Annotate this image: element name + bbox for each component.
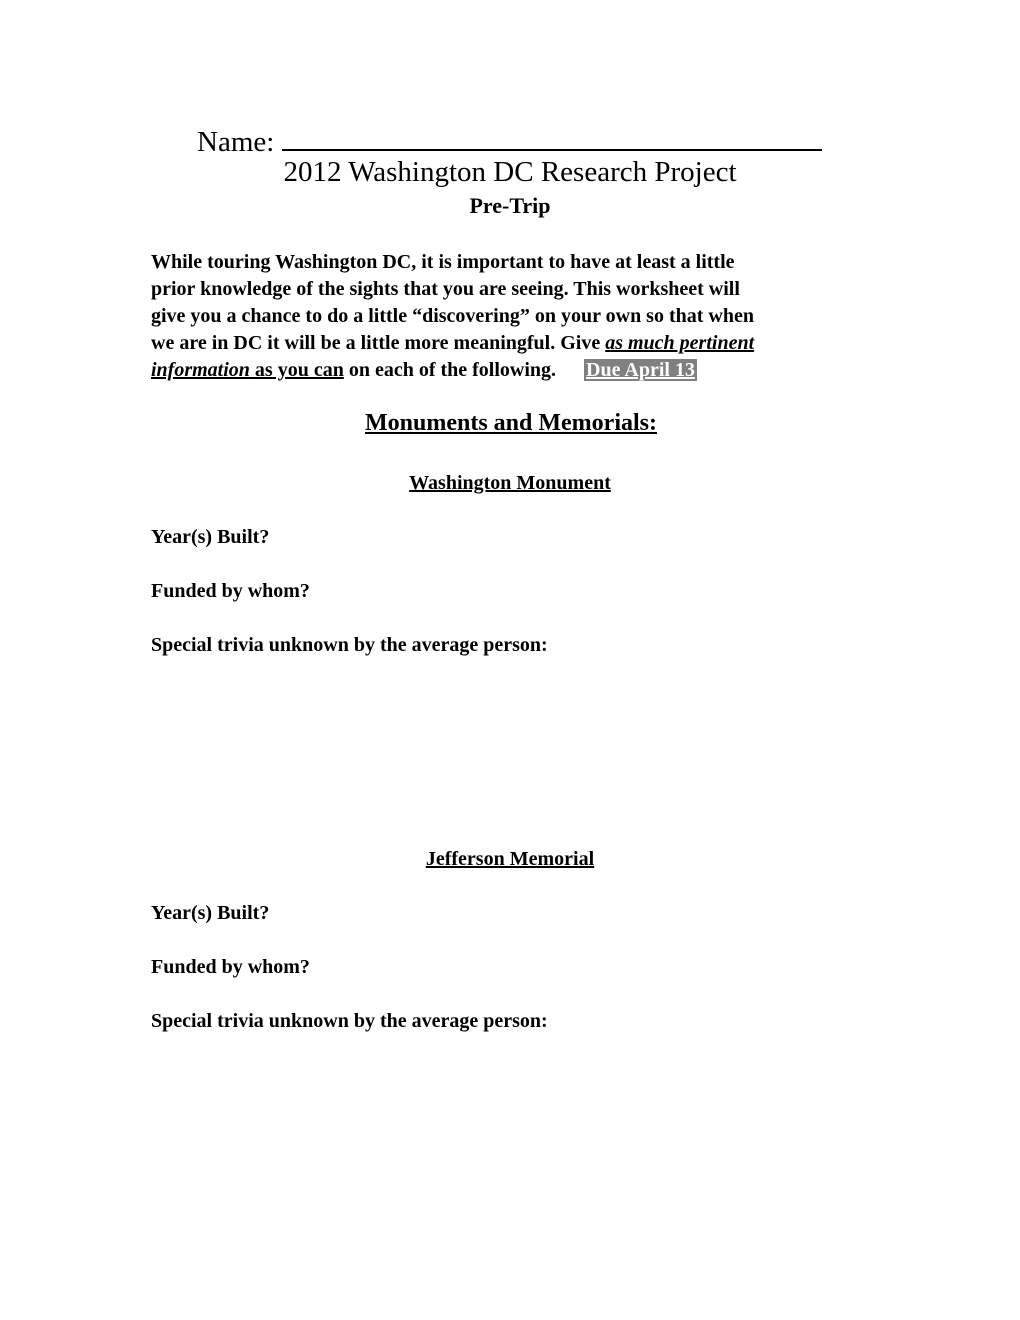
emphasis-pertinent: as much pertinent [605, 332, 755, 354]
name-field[interactable] [197, 121, 822, 159]
intro-line-2: prior knowledge of the sights that you are seeing. This worksheet will [151, 278, 740, 300]
question-funded-by: Funded by whom? [151, 956, 310, 978]
question-special-trivia: Special trivia unknown by the average person: [151, 1010, 548, 1032]
intro-line-5 [151, 357, 891, 384]
section-title: Monuments and Memorials: [365, 410, 657, 436]
page-subtitle: Pre-Trip [469, 193, 551, 218]
due-date-badge: Due April 13 [586, 359, 695, 381]
item-heading-washington-monument: Washington Monument [409, 472, 611, 494]
intro-line-4 [151, 330, 891, 357]
emphasis-information: information [151, 359, 250, 381]
item-heading-jefferson-memorial: Jefferson Memorial [425, 848, 595, 870]
intro-line-3: give you a chance to do a little “discovering” on your own so that when [151, 305, 754, 327]
question-years-built: Year(s) Built? [151, 902, 270, 924]
intro-line-5-text: on each of the following. [343, 359, 557, 381]
emphasis-as-you-can: as you can [249, 359, 344, 381]
name-blank-line[interactable] [282, 121, 822, 151]
intro-line-1: While touring Washington DC, it is important to have at least a little [151, 251, 735, 273]
question-special-trivia: Special trivia unknown by the average person: [151, 634, 548, 656]
intro-paragraph [151, 249, 891, 384]
page-title: 2012 Washington DC Research Project [283, 156, 737, 188]
question-years-built: Year(s) Built? [151, 526, 270, 548]
intro-line-4-text: we are in DC it will be a little more meaningful. Give [151, 332, 606, 354]
question-funded-by: Funded by whom? [151, 580, 310, 602]
name-label: Name: [197, 126, 275, 158]
